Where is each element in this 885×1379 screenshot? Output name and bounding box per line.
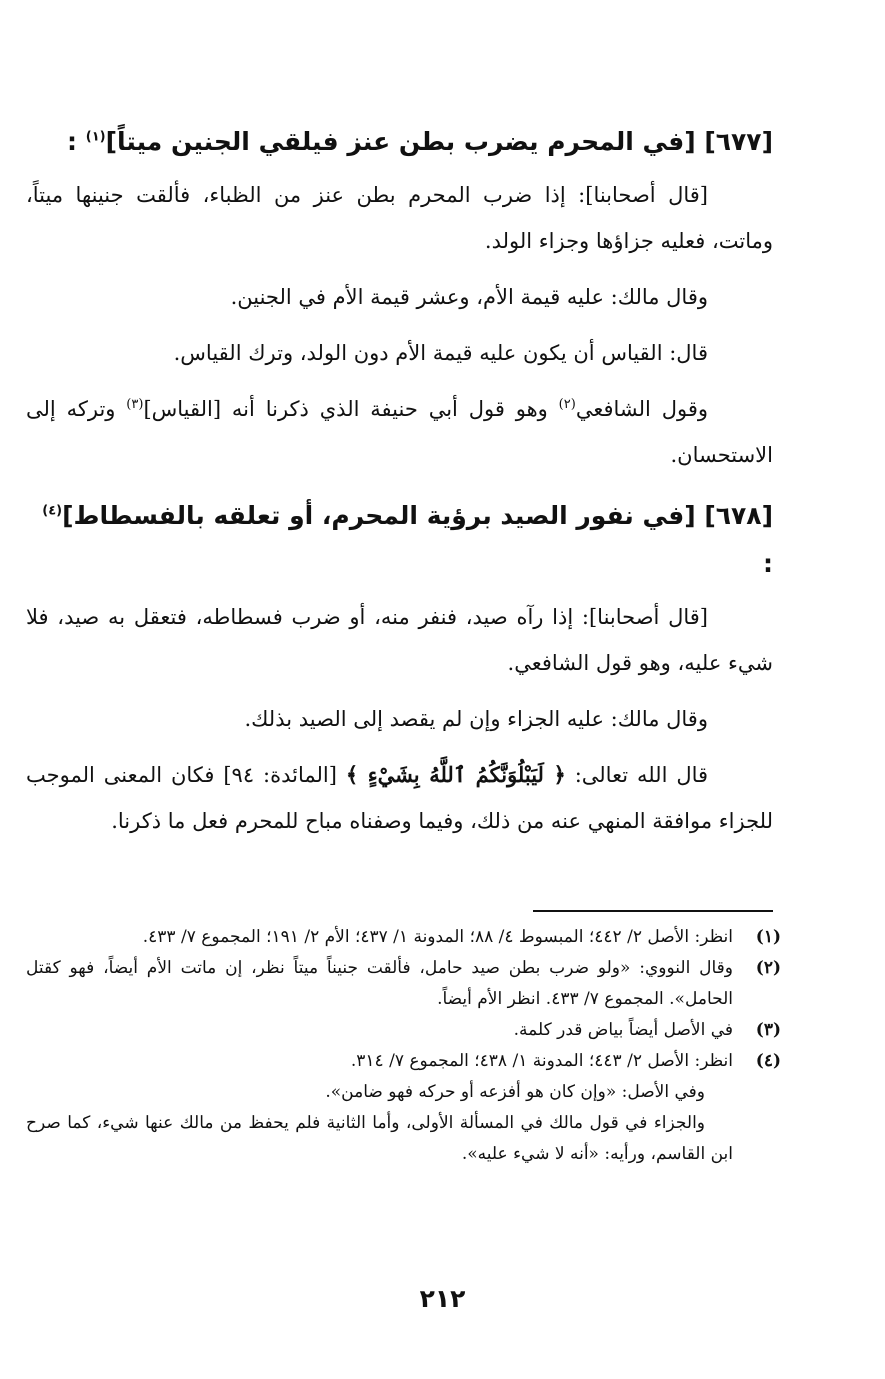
footnote-text: وقال النووي: «ولو ضرب بطن صيد حامل، فألقت جنيناً ميتاً نظر، إن ماتت الأم أيضاً، فهو كقتل الحامل». المجموع ٧/ ٤٣٣. انظر الأم أيضاً. — [26, 958, 733, 1009]
paragraph-text: وتركه إلى الاستحسان. — [26, 397, 773, 467]
footnote-3 — [26, 1015, 781, 1046]
section-number: [٦٧٧] — [704, 127, 773, 156]
quran-verse: ﴿ لَيَبْلُوَنَّكُمُ ٱللَّهُ بِشَيْءٍ ﴾ — [345, 762, 566, 787]
footnote-number: (٣) — [755, 1020, 781, 1040]
paragraph: [قال أصحابنا]: إذا ضرب المحرم بطن عنز من الظباء، فألقت جنينها ميتاً، وماتت، فعليه جزاؤها وجزاء الولد. — [26, 183, 773, 253]
footnotes — [26, 922, 781, 1170]
footnote-4-continuation: والجزاء في قول مالك في المسألة الأولى، وأما الثانية فلم يحفظ من مالك عنها شيء، كما صرح ابن القاسم، ورأيه: «أنه لا شيء عليه». — [26, 1113, 733, 1164]
page-number: ٢١٢ — [419, 1284, 466, 1313]
paragraph-text: قال الله تعالى: — [565, 763, 709, 787]
paragraph-text: وهو قول أبي حنيفة الذي ذكرنا أنه [القياس] — [143, 397, 559, 421]
section-title: [في المحرم يضرب بطن عنز فيلقي الجنين ميتاً] — [105, 127, 696, 156]
footnote-separator — [533, 910, 773, 912]
paragraph: قال: القياس أن يكون عليه قيمة الأم دون الولد، وترك القياس. — [173, 341, 708, 365]
paragraph-text: وقول الشافعي — [575, 397, 708, 421]
section-heading-678 — [26, 492, 773, 588]
paragraph: [قال أصحابنا]: إذا رآه صيد، فنفر منه، أو ضرب فسطاطه، فتعقل به صيد، فلا شيء عليه، وهو قول الشافعي. — [26, 605, 773, 675]
heading-colon: : — [763, 549, 773, 578]
paragraph-shafii — [26, 386, 773, 478]
footnote-4-continuation: وفي الأصل: «وإن كان هو أفزعه أو حركه فهو ضامن». — [325, 1082, 705, 1102]
footnote-ref[interactable]: (١) — [85, 129, 106, 145]
footnote-text: انظر: الأصل ٢/ ٤٤٢؛ المبسوط ٤/ ٨٨؛ المدونة ١/ ٤٣٧؛ الأم ٢/ ١٩١؛ المجموع ٧/ ٤٣٣. — [142, 927, 733, 947]
paragraph-quran — [26, 752, 773, 844]
main-text — [26, 118, 773, 854]
footnote-number: (٢) — [755, 958, 781, 978]
footnote-number: (٤) — [755, 1051, 781, 1071]
footnote-ref[interactable]: (٣) — [126, 397, 144, 412]
footnote-2 — [26, 953, 781, 1015]
footnote-ref[interactable]: (٤) — [42, 503, 63, 519]
paragraph: وقال مالك: عليه الجزاء وإن لم يقصد إلى الصيد بذلك. — [244, 707, 708, 731]
section-heading-677 — [26, 118, 773, 166]
heading-colon: : — [67, 127, 86, 156]
footnote-ref[interactable]: (٢) — [558, 397, 576, 412]
footnote-number: (١) — [755, 927, 781, 947]
paragraph: وقال مالك: عليه قيمة الأم، وعشر قيمة الأم في الجنين. — [230, 285, 708, 309]
footnote-1 — [26, 922, 781, 953]
footnote-4 — [26, 1046, 781, 1077]
section-number: [٦٧٨] — [704, 501, 773, 530]
footnote-text: انظر: الأصل ٢/ ٤٤٣؛ المدونة ١/ ٤٣٨؛ المجموع ٧/ ٣١٤. — [350, 1051, 733, 1071]
section-title: [في نفور الصيد برؤية المحرم، أو تعلقه بالفسطاط] — [62, 501, 696, 530]
paragraph-text: [المائدة: ٩٤] فكان المعنى الموجب للجزاء موافقة المنهي عنه من ذلك، وفيما وصفناه مباح للمحرم فعل ما ذكرنا. — [26, 763, 773, 833]
footnote-text: في الأصل أيضاً بياض قدر كلمة. — [513, 1020, 733, 1040]
